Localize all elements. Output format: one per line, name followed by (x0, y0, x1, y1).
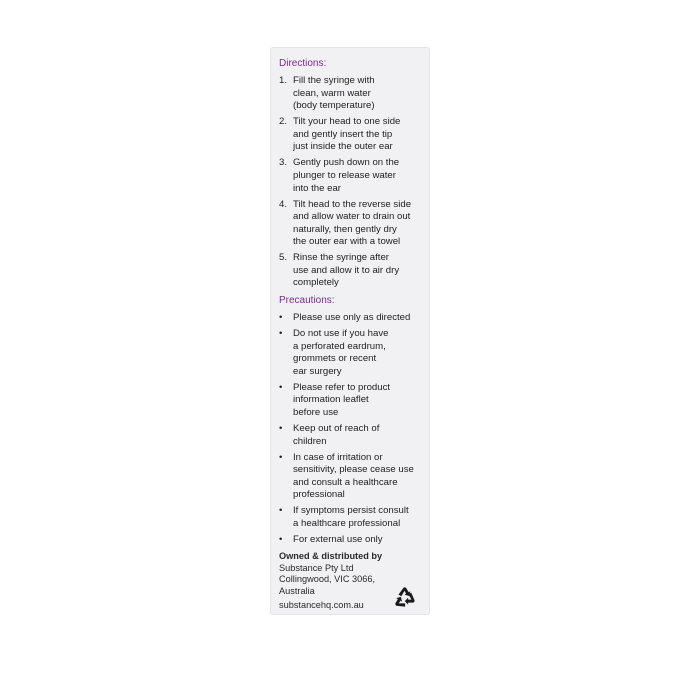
precaution-item (279, 328, 425, 378)
precaution-text: Please use only as directed (293, 312, 411, 324)
step-text: Tilt head to the reverse side and allow water to drain out naturally, then gently dry the outer ear with a towel (293, 198, 412, 248)
instructions-section (279, 57, 425, 550)
bullet-marker: • (279, 381, 283, 393)
step-text: Rinse the syringe after use and allow it to air dry completely (293, 252, 400, 289)
direction-step (279, 252, 425, 290)
company-address: Substance Pty Ltd Collingwood, VIC 3066, Australia (279, 562, 376, 596)
directions-heading: Directions: (279, 58, 327, 69)
bullet-marker: • (279, 422, 283, 434)
precaution-text: In case of irritation or sensitivity, please cease use and consult a healthcare professional (293, 451, 414, 501)
precaution-item (279, 382, 425, 420)
precaution-item (279, 452, 425, 502)
step-number: 3. (279, 157, 288, 169)
precaution-item (279, 505, 425, 530)
bullet-marker: • (279, 312, 283, 324)
step-number: 5. (279, 252, 288, 264)
step-number: 1. (279, 75, 288, 86)
precaution-text: Please refer to product information leaflet before use (293, 381, 391, 418)
precaution-item (279, 423, 425, 448)
direction-step (279, 199, 425, 249)
recycle-icon (392, 585, 418, 611)
bullet-marker: • (279, 533, 283, 545)
direction-step (279, 116, 425, 154)
direction-step (279, 157, 425, 195)
precaution-text: If symptoms persist consult a healthcare professional (293, 505, 409, 529)
bullet-marker: • (279, 328, 283, 340)
bullet-marker: • (279, 505, 283, 517)
precaution-item (279, 534, 425, 547)
bullet-marker: • (279, 451, 283, 463)
step-text: Gently push down on the plunger to release water into the ear (293, 157, 400, 194)
website-link[interactable]: substancehq.com.au (279, 600, 364, 610)
direction-step (279, 75, 425, 113)
precaution-text: Do not use if you have a perforated eardrum, grommets or recent ear surgery (293, 328, 389, 377)
step-text: Fill the syringe with clean, warm water (body temperature) (293, 75, 375, 112)
step-text: Tilt your head to one side and gently insert the tip just inside the outer ear (293, 116, 401, 153)
precaution-text: Keep out of reach of children (293, 422, 380, 447)
precaution-item (279, 312, 425, 325)
precaution-text: For external use only (293, 533, 383, 545)
step-number: 2. (279, 116, 288, 128)
precautions-heading: Precautions: (279, 295, 335, 307)
product-label-panel (270, 47, 430, 615)
owned-distributed-label: Owned & distributed by (279, 551, 383, 561)
step-number: 4. (279, 198, 288, 210)
directions-list (279, 75, 425, 290)
precautions-list (279, 312, 425, 546)
